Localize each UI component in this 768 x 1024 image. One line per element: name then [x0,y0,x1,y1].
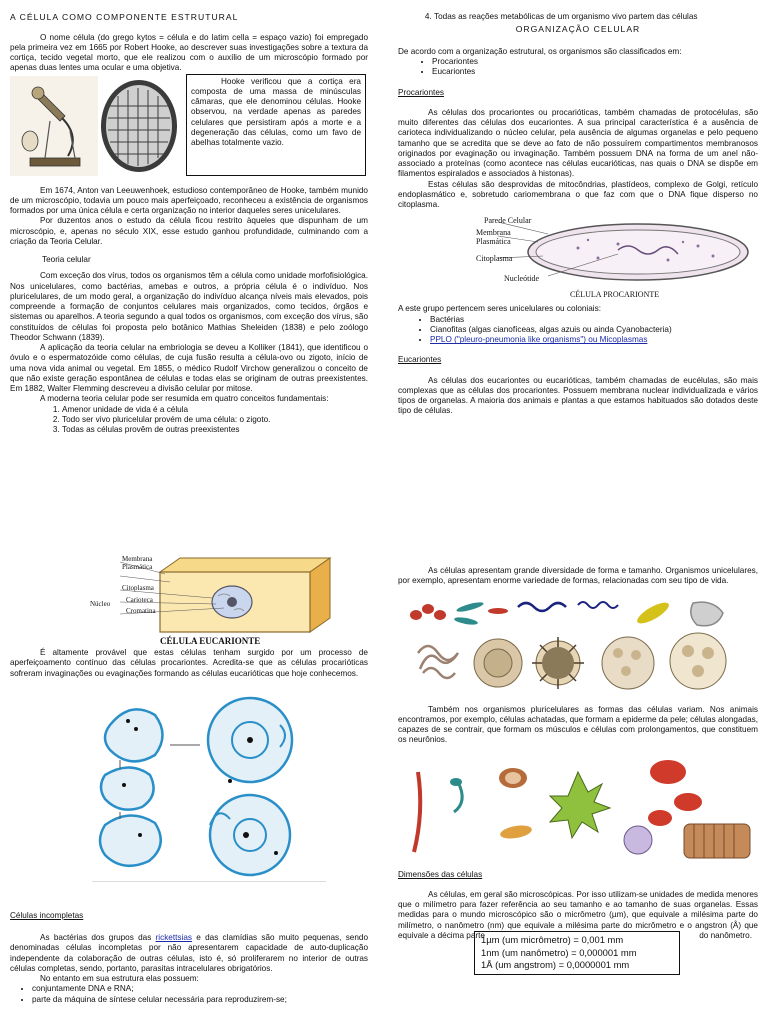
bacterias-paragraph: As bactérias dos grupos das rickettsias e das clamídias são muito pequenas, sendo denominadas células incompletas por não apresentarem capacidade de auto-duplicação independente da colaboração de outras células, isto é, só proliferarem no interior de outras células completas, sendo, portanto, parasitas intracelulares obrigatórios. [10,933,368,973]
procariontes-heading: Procariontes [398,87,444,97]
grupo-list [398,315,758,346]
list-item: • Eucariontes [432,67,758,77]
leeuwenhoek-paragraph: Em 1674, Anton van Leeuwenhoek, estudioso contemporâneo de Hooke, também munido de um microscópio, todavia um pouco mais aperfeiçoado, reconheceu a existência de organismos formados por uma única célula e certa organização no interior daqueles seres unicelulares. [10,185,368,216]
prokaryote-figure [398,214,758,304]
eukaryote-figure [10,552,368,648]
multicellular-shapes-image [398,752,758,862]
section-title: A CÉLULA COMO COMPONENTE ESTRUTURAL [10,12,239,22]
moderna-paragraph: A moderna teoria celular pode ser resumida em quatro conceitos fundamentais: [40,394,329,404]
label-carioteca: Carioteca [126,596,153,604]
list-item: • Cianofitas (algas cianofíceas, algas azuis ou ainda Cyanobacteria) [430,325,758,335]
pluricelulares-paragraph: Também nos organismos pluricelulares as formas das células variam. Nos animais encontramos, por exemplo, células achatadas, que formam a epiderme da pele; células alongadas, capazes de se contrair, que formam os músculos e células com prolongamentos, que constituem os neurônios. [398,704,759,745]
hooke-text-box [186,74,366,176]
hooke-box-text: Hooke verificou que a cortiça era composta de uma massa de minúsculas câmaras, que ele denominou células. Hooke observou, na verdade apenas as paredes celulares que persistiram após a morte e a degeneração das células, como um favo de abelhas totalmente vazio. [191,76,361,148]
dimensoes-heading: Dimensões das células [398,869,483,879]
list-item: 3. Todas as células provêm de outras preexistentes [62,425,368,435]
teoria-celular-heading: Teoria celular [42,255,91,265]
teoria-list-continued [398,12,758,22]
unit-micrometro: 1µm (um micrômetro) = 0,001 mm [481,934,624,945]
excecao-paragraph: Com exceção dos vírus, todos os organismos têm a célula como unidade morfofisiológica. Nos unicelulares, como bactérias, amebas e outros, a própria célula é o indivíduo. Nos pluricelulares, de um modo geral, a organização do indivíduo alcança níveis mais elevados, pois compreende a formação de conjuntos celulares mais organizados, como tecidos, órgãos e sistemas ou aparelhos. A teoria segundo a qual todos os organismos, com exceção dos vírus, são constituídos de células foi proposta pelo botânico Mathias Sheleiden (1838) e pelo zoólogo Theodor Schwann (1839). [10,271,368,342]
formas-paragraph: As células apresentam grande diversidade de forma e tamanho. Organismos unicelulares, por exemplo, apresentam enorme variedade de formas, relacionadas com seu tipo de vida. [398,566,758,586]
label-nucleo: Núcleo [90,600,111,608]
grupo-intro: A este grupo pertencem seres unicelulares ou coloniais: [398,304,601,314]
label-cromatina: Cromatina [126,607,156,615]
eucariontes-paragraph: As células dos eucariontes ou eucarióticas, também chamadas de eucélulas, são mais complexas que as células dos procariontes. Possuem membrana nuclear individualizada e vários tipos de organelas. A maioria dos animais e plantas a que estamos habituados são dotados deste tipo de células. [398,375,758,416]
figure-caption: CÉLULA EUCARIONTE [160,636,261,646]
label-citoplasma: Citoplasma [122,584,154,592]
provavel-paragraph: É altamente provável que estas células tenham surgido por um processo de aperfeiçoamento contínuo das células procariontes. Acredita-se que as células procarióticas sofreram invaginações ou evaginações formando as células eucarióticas que hoje conhecemos. [10,648,368,678]
rickettsias-link[interactable]: rickettsias [155,933,192,942]
label-citoplasma: Citoplasma [476,254,513,264]
hooke-figure-row [10,76,368,176]
duzentos-anos-paragraph: Por duzentos anos o estudo da célula ficou restrito àqueles que dispunham de um microscópio, e, apenas no século XIX, esse estudo ganhou profundidade, culminando com a criação da Teoria Celular. [10,216,368,246]
microscope-image [10,76,98,176]
list-item: 4. Todas as reações metabólicas de um organismo vivo partem das células [434,12,758,22]
procariontes-paragraph-2: Estas células são desprovidas de mitocôndrias, plastídeos, complexo de Golgi, retículo endoplasmático e, sobretudo cariomembrana o que faz com que o DNA fique disperso no citoplasma. [398,179,758,210]
aplicacao-paragraph: A aplicação da teoria celular na embriologia se deveu a Kolliker (1841), que identificou o óvulo e o espermatozóide como células, de cuja fusão resulta a célula-ovo ou zigoto, início de uma nova vida animal ou vegetal. Em 1855, o médico Rudolf Virchow generalizou o conceito de que não existe geração espontânea de células e todas elas se originam de outras preexistentes. Em 1882, Walter Flemming descreveu a divisão celular por mitose. [10,343,368,394]
right-bottom-column [398,566,758,975]
unit-nanometro: 1nm (um nanômetro) = 0,000001 mm [481,946,637,958]
no-entanto-paragraph: No entanto em sua estrutura elas possuem: [40,974,199,983]
list-item: • parte da máquina de síntese celular necessária para reproduzirem-se; [32,995,368,1005]
list-item: 2. Todo ser vivo pluricelular provém de uma célula: o zigoto. [62,415,368,425]
label-parede: Parede Celular [484,216,532,226]
procariontes-paragraph-1: As células dos procariontes ou procarióticas, também chamadas de protocélulas, são muito diferentes das células dos eucariontes. A sua principal característica é a ausência de carioteca individualizando o núcleo celular, pela ausência de algumas organelas e pelo pequeno tamanho que se acredita que se deve ao fato de não possuírem compartimentos membranosos originados por evaginação ou invaginação. Também possuem DNA na forma de um anel não-associado a proteínas (como acontece nas células eucarióticas, nas quais o DNA se dispõe em filamentos espiralados e associados à histonas). [398,107,758,179]
organizacao-intro: De acordo com a organização estrutural, os organismos são classificados em: [398,46,682,56]
dimensoes-paragraph: As células, em geral são microscópicas. Por isso utilizam-se unidades de medida menores que o milímetro para fazer referência ao seu tamanho e ao tamanho de suas organelas. Essas medidas para o mundo microscópico são o micrômetro (µm), que equivale a milésima parte do milímetro, o nanômetro (nm) que equivale a milésima parte do micrômetro e o angstron (Å) que equivale a décima parte do nanômetro. [398,889,758,940]
left-bottom-column [10,552,368,1005]
left-top-column [10,12,368,435]
possuem-list [10,984,368,1005]
intro-paragraph: O nome célula (do grego kytos = célula e do latim cella = espaço vazio) foi empregado pela primeira vez em 1665 por Robert Hooke, ao descrever suas investigações sobre a textura da cortiça, tecido vegetal morto, que ele realizou com o auxílio de um microscópio formado por apenas duas lentes uma ocular e uma objetiva. [10,32,368,73]
organizacao-title: ORGANIZAÇÃO CELULAR [515,24,641,35]
celulas-incompletas-heading: Células incompletas [10,910,84,920]
types-list [398,57,758,78]
label-membrana: Membrana Plasmática [476,228,511,247]
evolution-diagram [80,685,338,895]
list-item: • Bactérias [430,315,758,325]
teoria-list [10,405,368,436]
pplo-link[interactable]: PPLO ("pleuro-pneumonia like organisms") ou Micoplasmas [430,335,648,345]
unicellular-shapes-image [398,593,758,699]
eucariontes-heading: Eucariontes [398,355,442,365]
list-item: 1. Amenor unidade de vida é a célula [62,405,368,415]
list-item: • conjuntamente DNA e RNA; [32,984,368,994]
unit-angstrom: 1Å (um angstrom) = 0,0000001 mm [481,959,630,971]
label-membrana-plasmatica: Membrana Plasmática [122,555,153,571]
right-top-column [398,12,758,417]
label-nucleotide: Nucleótide [504,274,540,284]
figure-caption: CÉLULA PROCARIONTE [570,290,660,300]
list-item: • Procariontes [432,57,758,67]
list-item [430,335,758,345]
cork-cells-image [98,76,180,176]
